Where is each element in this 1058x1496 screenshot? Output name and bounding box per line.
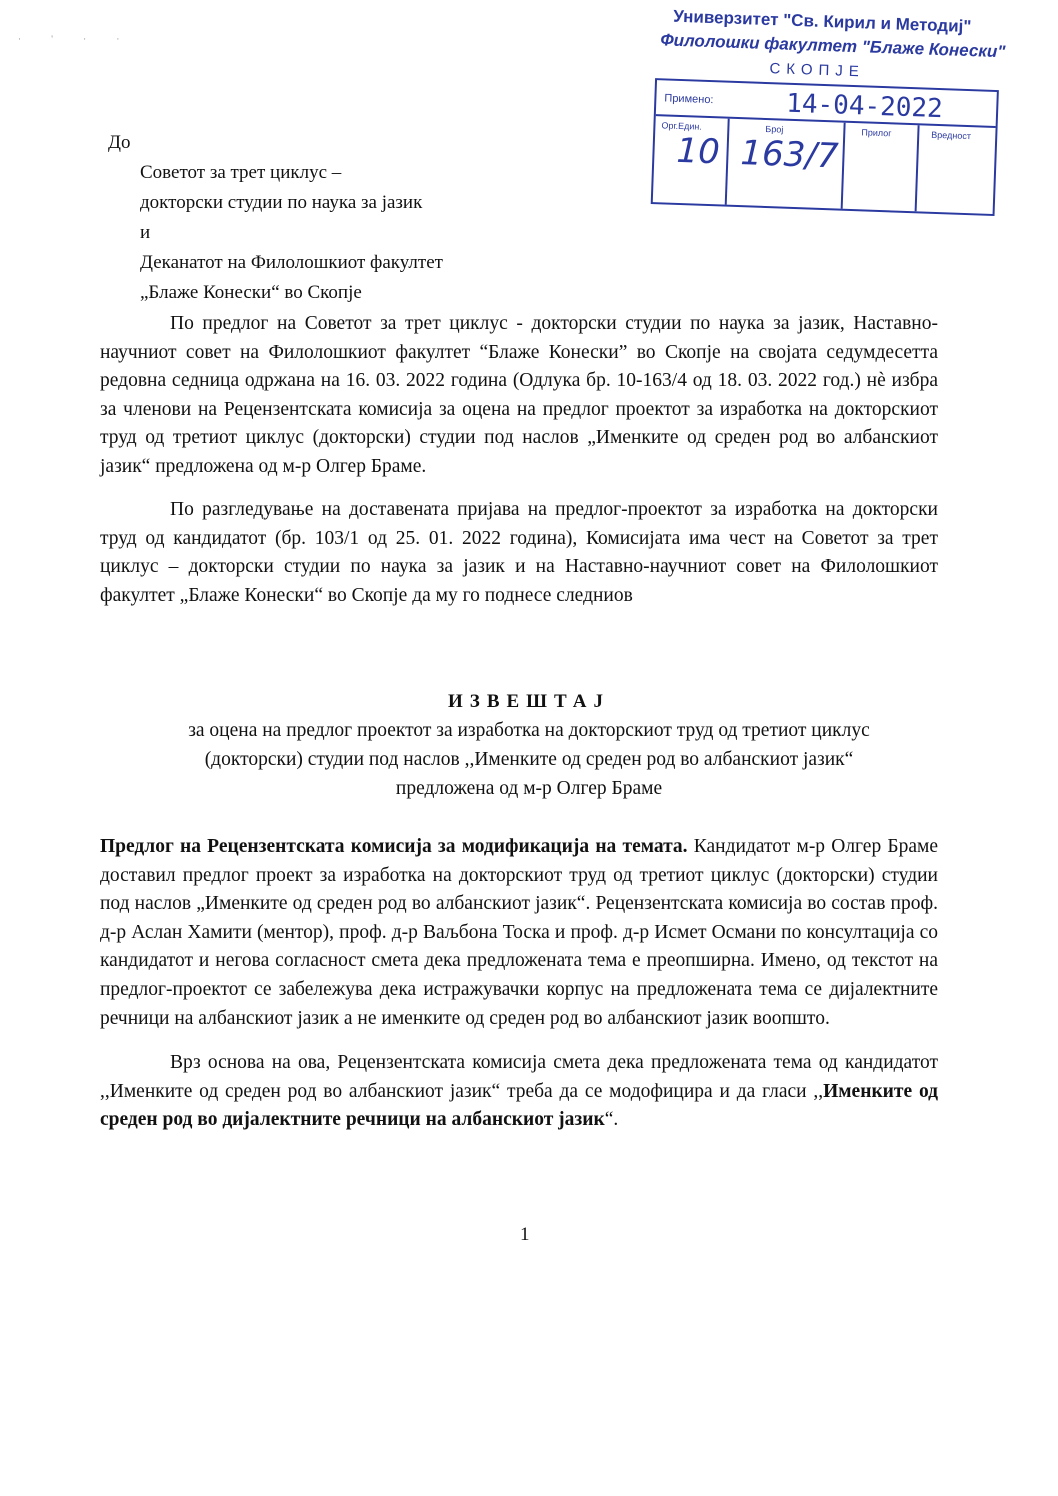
stamp-divider (915, 125, 920, 211)
report-subtitle-line: предложена од м-р Олгер Браме (395, 778, 663, 799)
stamp-received-label: Примено: (664, 92, 714, 107)
stamp-date-row (656, 80, 997, 128)
report-subtitle-line: (докторски) студии под наслов ,,Именките од среден род во албанскиот јазик“ (204, 749, 854, 770)
stamp-university: Универзитет "Св. Кирил и Методиј" (672, 6, 972, 37)
addressee-block (108, 128, 443, 308)
addressee-line: Советот за трет циклус – (140, 162, 342, 183)
stamp-value-header: Вредност (931, 129, 972, 142)
addressee-line: докторски студии по наука за јазик (140, 192, 423, 213)
addressee-line: и (140, 222, 151, 243)
proposal-heading: Предлог на Рецензентската комисија за модификација на темата. (100, 836, 688, 857)
stamp-attachment-header: Прилог (861, 127, 892, 139)
proposed-title: Именките од среден род во дијалектните речници на албанскиот јазик (100, 1080, 938, 1131)
stamp-date: 14-04-2022 (785, 88, 944, 125)
report-subtitle-line: за оцена на предлог проектот за изработка на докторскиот труд од третиот циклус (188, 720, 870, 741)
stamp-box (651, 78, 999, 216)
stamp-faculty: Филолошки факултет "Блаже Конески" (660, 30, 1006, 62)
intro-paragraph-1: По предлог на Советот за трет циклус - докторски студии по наука за јазик, Наставно-научниот совет на Филолошкиот факултет “Блаже Конески” во Скопје на својата седумдесетта редовна седница одржана на 16. 03. 2022 година (Одлука бр. 10-163/4 од 18. 03. 2022 год.) нè избра за членови на Рецензентската комисија за оцена на предлог проектот за изработка на докторскиот труд од третиот циклус (докторски) студии под наслов „Именките од среден род во албанскиот јазик“ предложена од м-р Олгер Браме. (100, 313, 938, 477)
report-title: ИЗВЕШТАЈ (448, 691, 610, 712)
proposal-paragraph-2 (100, 1049, 938, 1135)
proposal-text: Врз основа на ова, Рецензентската комисија смета дека предложената тема од кандидатот ,,Именките од среден род во албанскиот јазик“ треба да се модофицира и да гласи ,, (100, 1052, 938, 1102)
proposal-text: “. (604, 1109, 619, 1131)
addressee-line: Деканатот на Филолошкиот факултет (140, 252, 443, 273)
stamp-city: СКОПЈЕ (769, 60, 866, 81)
page-number: 1 (520, 1224, 530, 1245)
stamp-divider (725, 119, 730, 205)
stamp-org-header: Орг.Един. (661, 120, 703, 132)
intro-paragraph-2: По разгледување на доставената пријава на предлог-проектот за изработка на докторски труд од кандидатот (бр. 103/1 од 25. 01. 2022 година), Комисијата има чест на Советот за трет циклус – докторски студии по наука за јазик и на Наставно-научниот совет на Филолошкиот факултет „Блаже Конески“ во Скопје да му го поднесе следниов (100, 499, 938, 606)
scan-artifact: · ' · · (18, 34, 134, 44)
proposal-text: Кандидатот м-р Олгер Браме доставил предлог проект за изработка на докторскиот труд од третиот циклус (докторски) студии под наслов „Именките од среден род во албанскиот јазик“. Рецензентската комисија во состав проф. д-р Аслан Хамити (ментор), проф. д-р Ваљбона Тоска и проф. д-р Исмет Османи по консултација со кандидатот и негова согласност смета дека предложената тема е преопширна. Имено, од текстот на предлог-проектот се забележува дека истражувачки корпус на предложената тема се дијалектните речници на албанскиот јазик а не именките од среден род во албанскиот јазик воопшто. (100, 836, 938, 1029)
proposal-paragraph-1 (100, 833, 938, 1033)
report-title-block (100, 687, 958, 803)
stamp-number-header: Број (765, 123, 784, 135)
addressee-to: До (108, 132, 131, 153)
stamp-divider (841, 123, 846, 209)
stamp-handwritten-number: 163/7 (739, 133, 840, 177)
addressee-line: „Блаже Конески“ во Скопје (140, 282, 362, 303)
stamp-handwritten-org: 10 (675, 130, 721, 173)
registration-stamp (645, 4, 1004, 221)
